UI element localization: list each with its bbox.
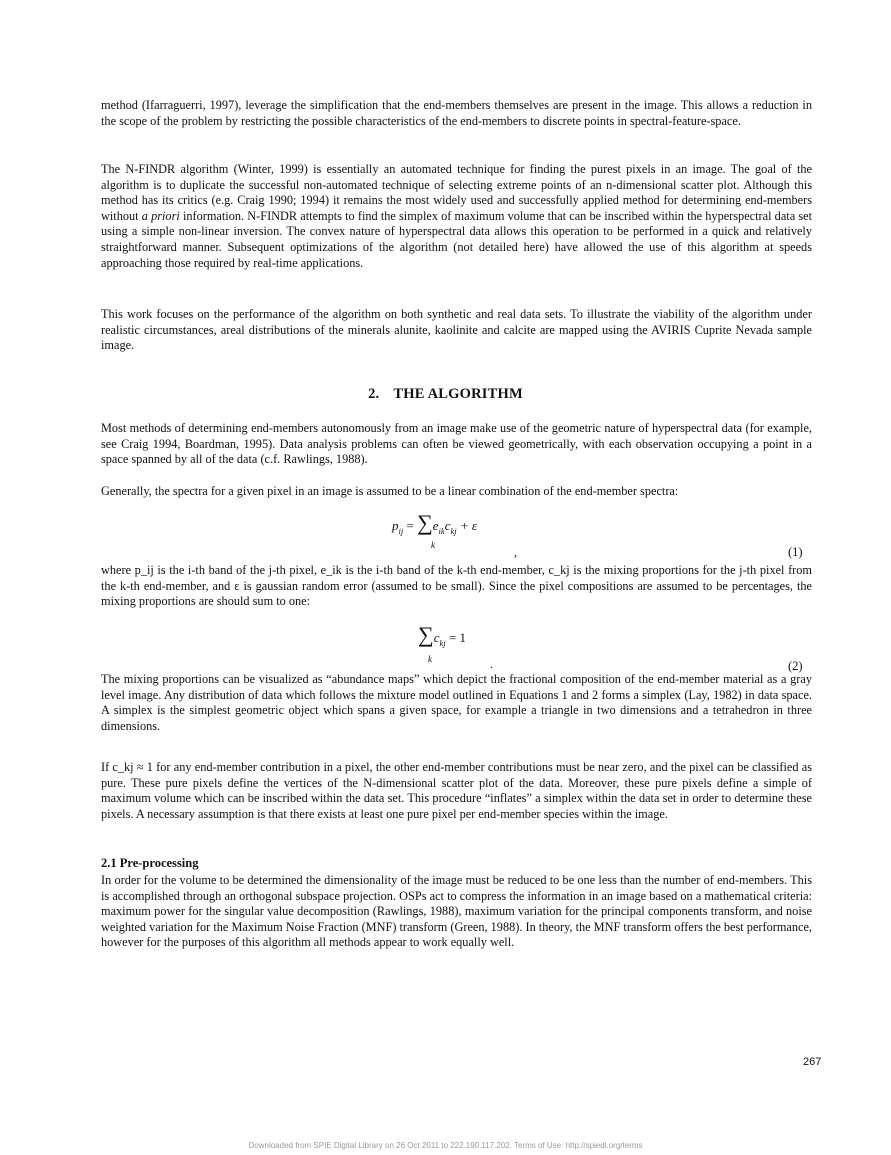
eq1-term1-sub: ik — [438, 526, 445, 536]
eq2-term: c — [433, 630, 440, 645]
paragraph-geometric: Most methods of determining end-members autonomously from an image make use of the geometric nature of hyperspectral data (for example, see Craig 1994, Boardman, 1995). Data analysis problems can often be viewed geometrically, with each observation occupying a point in a space spanned by all of the data (c.f. Rawlings, 1988). — [101, 421, 812, 467]
eq1-term2-sub: kj — [450, 526, 457, 536]
paragraph-where: where p_ij is the i-th band of the j-th pixel, e_ik is the i-th band of the k-th end-member, c_kj is the mixing proportions for the j-th pixel from the k-th end-member, and ε is gaussian random error (assumed to be small). Since the pixel compositions are assumed to be percentages, the mixing proportions are should sum to one: — [101, 563, 812, 609]
eq1-lhs: p — [392, 518, 399, 533]
eq2-sum-symbol: ∑ — [418, 622, 434, 647]
paragraph-pure-pixels: If c_kj ≈ 1 for any end-member contribution in a pixel, the other end-member contributions must be near zero, and the pixel can be classified as pure. These pure pixels define the vertices of the N-dimensional scatter plot of the data. Moreover, these pure pixels define a simple of maximum volume which can be inscribed within the data set. This procedure “inflates” a simplex within the data set in order to determine these pixels. A necessary assumption is that there exists at least one pure pixel per end-member species within the image. — [101, 760, 812, 821]
eq2-rhs: = 1 — [448, 630, 466, 645]
eq1-sum-index: k — [431, 540, 435, 550]
eq1-term1: e — [432, 518, 439, 533]
paragraph-nfindr-part1: The N-FINDR algorithm (Winter, 1999) is essentially an automated technique for finding the purest pixels in an image. The goal of the algorithm is to duplicate the successful non-automated technique of selecting extreme points of an n-dimensional scatter plot. Although this method has its critics (e.g. Craig 1990; 1994) it remains the most widely used and successfully applied method for determining end-members without — [101, 162, 812, 223]
eq1-number: (1) — [788, 545, 803, 559]
page-number: 267 — [803, 1056, 822, 1068]
eq2-sum-index: k — [428, 654, 432, 664]
eq2-trail: . — [490, 657, 493, 671]
paragraph-nfindr — [101, 162, 812, 271]
paragraph-abundance-maps: The mixing proportions can be visualized as “abundance maps” which depict the fractional composition of the end-member material as a gray level image. Any distribution of data which follows the mixture model outlined in Equations 1 and 2 forms a simplex (Lay, 1982) in data space. A simplex is the simplest geometric object which spans a given space, for example a triangle in two dimensions and a tetrahedron in three dimensions. — [101, 672, 812, 733]
eq1-plus-error: + ε — [459, 518, 478, 533]
eq1-lhs-sub: ij — [398, 526, 404, 536]
eq1-rel: = — [406, 518, 414, 533]
download-footer: Downloaded from SPIE Digital Library on 26 Oct 2011 to 222.190.117.202. Terms of Use: http://spiedl.org/terms — [248, 1141, 643, 1150]
equation-2 — [418, 622, 466, 648]
equation-1 — [392, 510, 477, 536]
paragraph-nfindr-part2: information. N-FINDR attempts to find the simplex of maximum volume that can be inscribed within the hyperspectral data set using a simple non-linear inversion. The convex nature of hyperspectral data allows this operation to be performed in a quick and relatively straightforward manner. Subsequent optimizations of the algorithm (not detailed here) have allowed the use of this algorithm at speeds approaching those required by real-time applications. — [101, 208, 812, 270]
eq2-term-sub: kj — [439, 638, 446, 648]
eq1-trail: , — [514, 545, 517, 559]
section-heading — [0, 386, 891, 403]
paragraph-linear-combination: Generally, the spectra for a given pixel in an image is assumed to be a linear combination of the end-member spectra: — [101, 484, 679, 498]
eq1-term2: c — [444, 518, 451, 533]
section-title: THE ALGORITHM — [393, 386, 523, 402]
section-number: 2. — [368, 386, 380, 402]
eq1-sum-symbol: ∑ — [417, 510, 433, 535]
subsection-heading: 2.1 Pre-processing — [101, 856, 199, 870]
paragraph-intro-continuation: method (Ifarraguerri, 1997), leverage the simplification that the end-members themselves are present in the image. This allows a reduction in the scope of the problem by restricting the possible characteristics of the end-members to discrete points in spectral-feature-space. — [101, 98, 812, 128]
eq2-number: (2) — [788, 659, 803, 673]
paragraph-preprocessing: In order for the volume to be determined the dimensionality of the image must be reduced to be one less than the number of end-members. This is accomplished through an orthogonal subspace projection. OSPs act to compress the information in an image based on a mathematical criteria: maximum power for the singular value decomposition (Rawlings, 1988), maximum variation for the principal components transform, and noise weighted variation for the Maximum Noise Fraction (MNF) transform (Green, 1988). In theory, the MNF transform offers the best performance, however for the purposes of this algorithm all methods appear to work equally well. — [101, 873, 812, 950]
paragraph-work-focus: This work focuses on the performance of the algorithm on both synthetic and real data sets. To illustrate the viability of the algorithm under realistic circumstances, areal distributions of the minerals alunite, kaolinite and calcite are mapped using the AVIRIS Cuprite Nevada sample image. — [101, 307, 812, 353]
paragraph-nfindr-italic: a priori — [141, 208, 180, 223]
